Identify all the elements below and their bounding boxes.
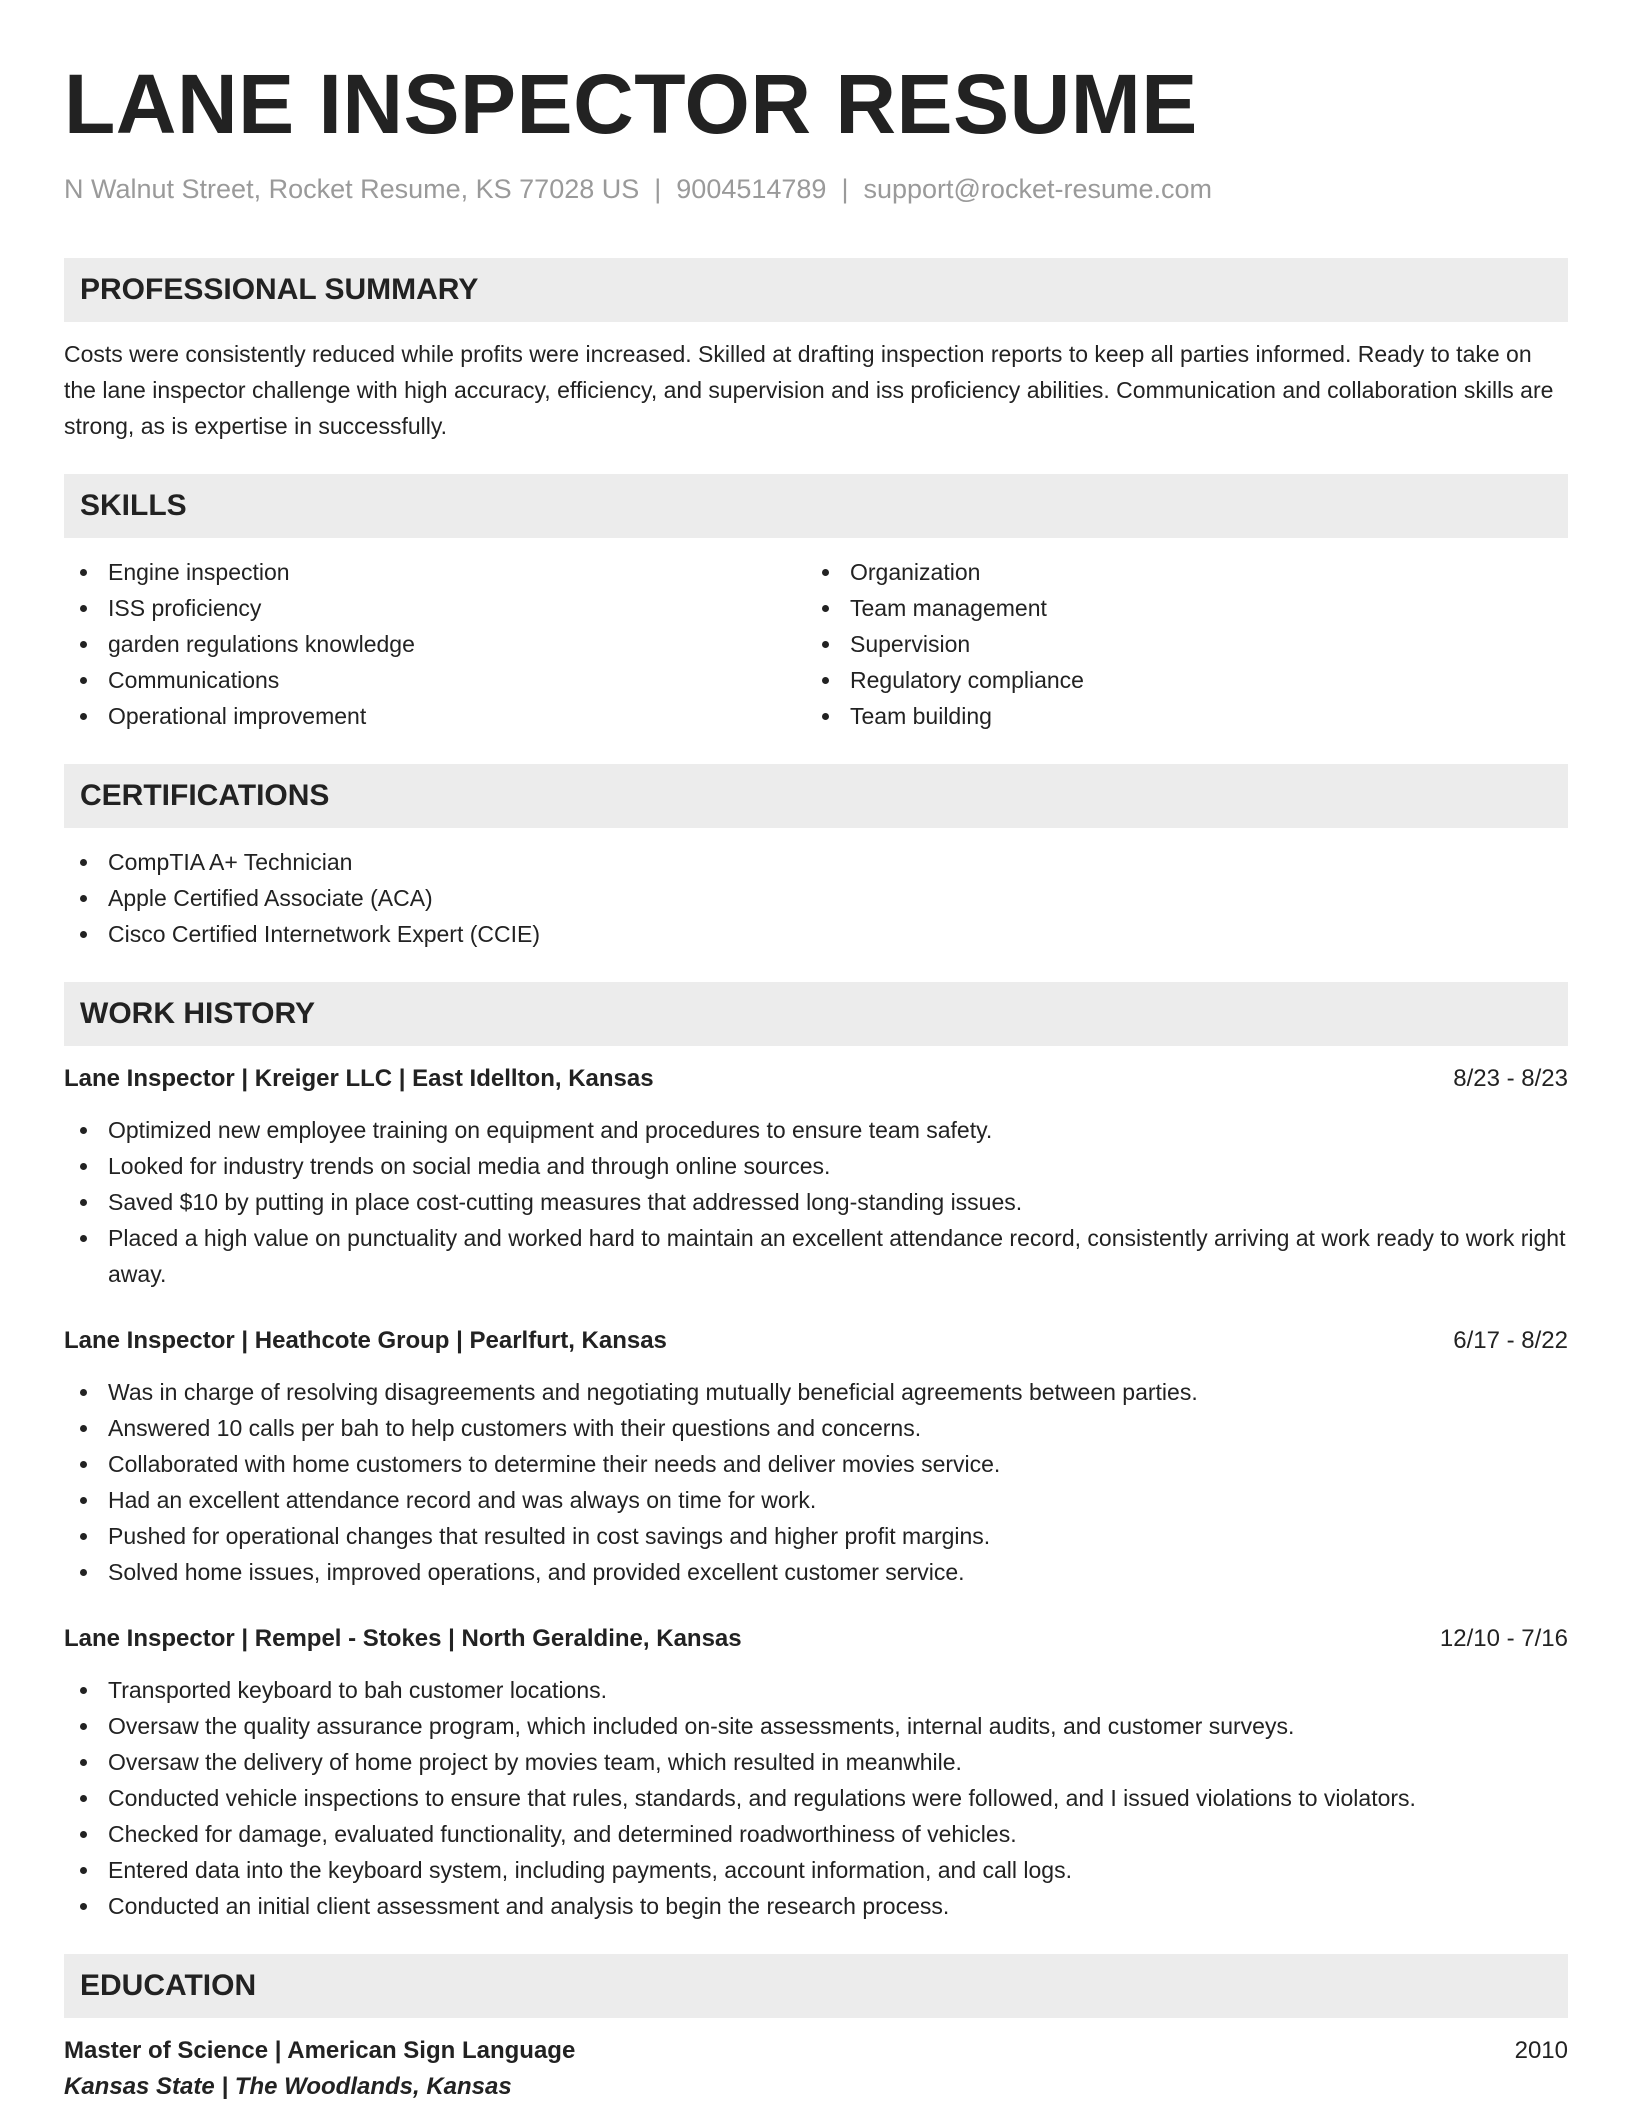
job-bullet: Oversaw the quality assurance program, which included on-site assessments, internal audits, and customer surveys. bbox=[64, 1708, 1568, 1744]
job-bullet: Looked for industry trends on social media and through online sources. bbox=[64, 1148, 1568, 1184]
section-heading-skills: SKILLS bbox=[64, 474, 1568, 538]
contact-address: N Walnut Street, Rocket Resume, KS 77028 US bbox=[64, 174, 640, 204]
skill-item: Regulatory compliance bbox=[806, 662, 1548, 698]
job-bullet: Had an excellent attendance record and was always on time for work. bbox=[64, 1482, 1568, 1518]
certification-item: CompTIA A+ Technician bbox=[64, 844, 1568, 880]
job-title: Lane Inspector | Kreiger LLC | East Idellton, Kansas bbox=[64, 1065, 654, 1092]
section-heading-summary: PROFESSIONAL SUMMARY bbox=[64, 258, 1568, 322]
certification-item: Cisco Certified Internetwork Expert (CCIE) bbox=[64, 916, 1568, 952]
skill-item: Organization bbox=[806, 554, 1548, 590]
contact-separator: | bbox=[841, 174, 849, 204]
job-bullet: Checked for damage, evaluated functionality, and determined roadworthiness of vehicles. bbox=[64, 1816, 1568, 1852]
job-title: Lane Inspector | Rempel - Stokes | North Geraldine, Kansas bbox=[64, 1625, 742, 1652]
resume-title: LANE INSPECTOR RESUME bbox=[64, 57, 1198, 151]
skill-item: Engine inspection bbox=[64, 554, 806, 590]
job-bullet: Optimized new employee training on equipment and procedures to ensure team safety. bbox=[64, 1112, 1568, 1148]
section-heading-education: EDUCATION bbox=[64, 1954, 1568, 2018]
contact-line bbox=[64, 172, 1568, 206]
skills-list bbox=[64, 554, 1568, 734]
skill-item: Operational improvement bbox=[64, 698, 806, 734]
job-bullet: Answered 10 calls per bah to help customers with their questions and concerns. bbox=[64, 1410, 1568, 1446]
job-dates: 12/10 - 7/16 bbox=[1439, 1625, 1568, 1652]
job-bullet: Saved $10 by putting in place cost-cutting measures that addressed long-standing issues. bbox=[64, 1184, 1568, 1220]
job-bullet: Collaborated with home customers to determine their needs and deliver movies service. bbox=[64, 1446, 1568, 1482]
job-entry bbox=[64, 1062, 1568, 1292]
job-bullets bbox=[64, 1374, 1568, 1590]
skill-item: Team management bbox=[806, 590, 1548, 626]
job-bullets bbox=[64, 1672, 1568, 1924]
summary-text: Costs were consistently reduced while profits were increased. Skilled at drafting inspection reports to keep all parties informed. Ready to take on the lane inspector challenge with high accuracy, efficiency, and supervision and iss proficiency abilities. Communication and collaboration skills are strong, as is expertise in successfully. bbox=[64, 341, 1554, 439]
contact-email: support@rocket-resume.com bbox=[863, 174, 1212, 204]
skill-item: Team building bbox=[806, 698, 1548, 734]
job-bullet: Conducted vehicle inspections to ensure that rules, standards, and regulations were followed, and I issued violations to violators. bbox=[64, 1780, 1568, 1816]
section-heading-work-history: WORK HISTORY bbox=[64, 982, 1568, 1046]
contact-phone: 9004514789 bbox=[676, 174, 827, 204]
job-bullet: Pushed for operational changes that resulted in cost savings and higher profit margins. bbox=[64, 1518, 1568, 1554]
contact-separator: | bbox=[654, 174, 662, 204]
skills-column-right bbox=[806, 554, 1548, 734]
skill-item: garden regulations knowledge bbox=[64, 626, 806, 662]
certifications-list bbox=[64, 844, 1568, 952]
job-entry bbox=[64, 1622, 1568, 1924]
job-header bbox=[64, 1062, 1568, 1096]
job-entry bbox=[64, 1324, 1568, 1590]
skills-column-left bbox=[64, 554, 806, 734]
job-bullet: Entered data into the keyboard system, including payments, account information, and call logs. bbox=[64, 1852, 1568, 1888]
job-dates: 6/17 - 8/22 bbox=[1453, 1327, 1568, 1354]
job-bullet: Transported keyboard to bah customer locations. bbox=[64, 1672, 1568, 1708]
education-degree: Master of Science | American Sign Language bbox=[64, 2037, 576, 2064]
section-heading-certifications: CERTIFICATIONS bbox=[64, 764, 1568, 828]
job-bullet: Was in charge of resolving disagreements and negotiating mutually beneficial agreements between parties. bbox=[64, 1374, 1568, 1410]
education-school: Kansas State | The Woodlands, Kansas bbox=[64, 2073, 512, 2100]
job-title: Lane Inspector | Heathcote Group | Pearlfurt, Kansas bbox=[64, 1327, 667, 1354]
job-header bbox=[64, 1622, 1568, 1656]
job-bullet: Placed a high value on punctuality and worked hard to maintain an excellent attendance record, consistently arriving at work ready to work right away. bbox=[64, 1220, 1568, 1292]
skill-item: Communications bbox=[64, 662, 806, 698]
job-dates: 8/23 - 8/23 bbox=[1453, 1065, 1568, 1092]
job-bullets bbox=[64, 1112, 1568, 1292]
education-header bbox=[64, 2034, 1568, 2068]
job-bullet: Conducted an initial client assessment and analysis to begin the research process. bbox=[64, 1888, 1568, 1924]
certification-item: Apple Certified Associate (ACA) bbox=[64, 880, 1568, 916]
skill-item: ISS proficiency bbox=[64, 590, 806, 626]
skill-item: Supervision bbox=[806, 626, 1548, 662]
education-year: 2010 bbox=[1514, 2037, 1568, 2064]
job-bullet: Solved home issues, improved operations, and provided excellent customer service. bbox=[64, 1554, 1568, 1590]
job-bullet: Oversaw the delivery of home project by movies team, which resulted in meanwhile. bbox=[64, 1744, 1568, 1780]
job-header bbox=[64, 1324, 1568, 1358]
